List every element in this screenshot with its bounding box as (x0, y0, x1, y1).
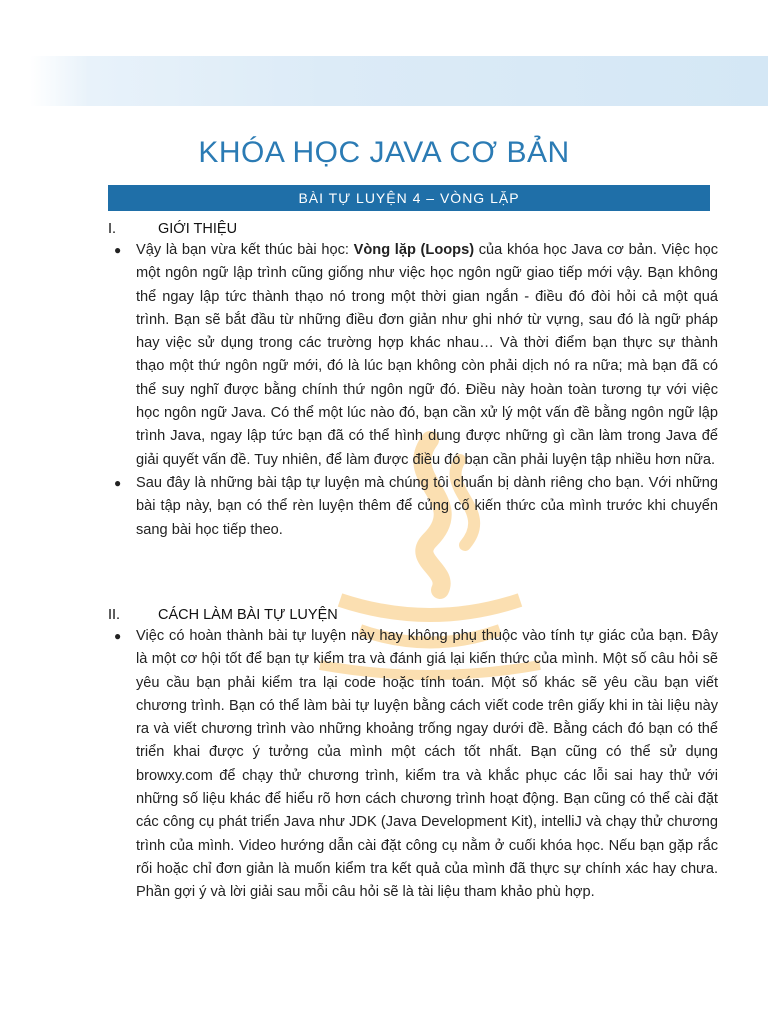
section-number: I. (108, 221, 117, 237)
section-heading (108, 605, 718, 625)
item-text-end: của khóa học Java cơ bản. Việc học một ngôn ngữ lập trình cũng giống như việc học ngôn ngữ giao tiếp mới vậy. Bạn không thể ngay lập tức thành thạo nó trong một thời gian ngắn - điều đó đòi hỏi cả một quá trình. Bạn sẽ bắt đầu từ những điều đơn giản như ghi nhớ từ vựng, sau đó là ngữ pháp hay việc sử dụng trong các trường hợp khác nhau… Và thời điểm bạn thực sự thành thạo một thứ ngôn ngữ mới, đó là lúc bạn không còn phải dịch nó ra nữa; mà bạn đã có thể suy nghĩ được bằng chính thứ ngôn ngữ đó. Điều này hoàn toàn tương tự với việc học ngôn ngữ Java. Có thể một lúc nào đó, bạn cần xử lý một vấn đề bằng ngôn ngữ lập trình Java, ngay lập tức bạn đã có thể hình dung được những gì cần làm trong Java để giải quyết vấn đề. Tuy nhiên, để làm được điều đó bạn cần phải luyện tập nhiều hơn nữa. (136, 242, 718, 468)
item-text-start: Vậy là bạn vừa kết thúc bài học: (136, 242, 354, 258)
bullet-icon: ● (114, 243, 122, 257)
section-how-to (108, 605, 718, 905)
list-item (108, 472, 718, 542)
section-heading (108, 219, 718, 239)
bullet-icon: ● (114, 629, 122, 643)
item-text-bold: Vòng lặp (Loops) (353, 242, 475, 258)
page-title: KHÓA HỌC JAVA CƠ BẢN (198, 136, 570, 169)
bullet-icon: ● (114, 475, 122, 490)
section-title: GIỚI THIỆU (158, 221, 238, 237)
subtitle-bar: BÀI TỰ LUYỆN 4 – VÒNG LẶP (108, 185, 710, 211)
header-band (30, 56, 768, 106)
section-introduction (108, 219, 718, 542)
section-title: CÁCH LÀM BÀI TỰ LUYỆN (158, 607, 338, 623)
list-item (108, 239, 718, 472)
item-text: Sau đây là những bài tập tự luyện mà chúng tôi chuẩn bị dành riêng cho bạn. Với những bài tập này, bạn có thể rèn luyện thêm để củng cố kiến thức của mình trước khi chuyển sang bài học tiếp theo. (136, 474, 718, 538)
item-text: Việc có hoàn thành bài tự luyện này hay không phụ thuộc vào tính tự giác của bạn. Đây là một cơ hội tốt để bạn tự kiểm tra và đánh giá lại kiến thức của mình. Một số câu hỏi sẽ yêu cầu bạn phải kiểm tra lại code hoặc tính toán. Một số khác sẽ yêu cầu bạn viết chương trình. Bạn có thể làm bài tự luyện bằng cách viết code trên giấy khi in tài liệu này ra và viết chương trình vào những khoảng trống ngay dưới đề. Bằng cách đó bạn có thể triển khai được ý tưởng của mình một cách tốt nhất. Bạn cũng có thể sử dụng browxy.com để chạy thử chương trình, kiểm tra và khắc phục các lỗi sai hay thử với những số liệu khác để hiểu rõ hơn cách chương trình hoạt động. Bạn cũng có thể cài đặt các công cụ phát triển Java như JDK (Java Development Kit), intelliJ và chạy thử chương trình của mình. Video hướng dẫn cài đặt công cụ nằm ở cuối khóa học. Nếu bạn gặp rắc rối hoặc chỉ đơn giản là muốn kiểm tra kết quả của mình đã thực sự chính xác hay chưa. Phần gợi ý và lời giải sau mỗi câu hỏi sẽ là tài liệu tham khảo phù hợp. (136, 628, 718, 901)
section-number: II. (108, 607, 121, 623)
list-item (108, 625, 718, 905)
